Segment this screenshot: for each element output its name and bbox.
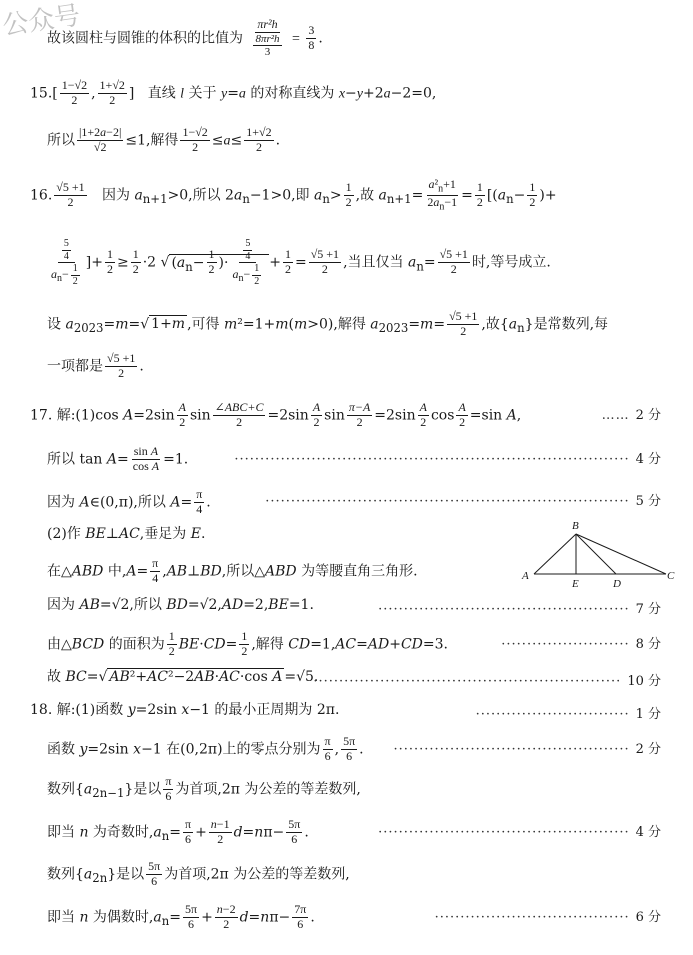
q18-score-2: ·············································· 2 分 <box>393 742 661 757</box>
label-a: A <box>522 570 529 582</box>
segment-bd <box>576 534 616 574</box>
line-volume-ratio: 故该圆柱与圆锥的体积的比值为 $\frac{\text{πr²h}}{\frac{\text{8πr²h}}{3}}$ = $\frac{3}{8}$ . <box>47 17 323 59</box>
q18-score-4: ················································· 4 分 <box>378 825 661 840</box>
q17-line-8: 故 BC=√ AB²+AC²−2AB·AC·cos A =√5. <box>47 669 319 685</box>
q17-line-6: 因为 AB=√2,所以 BD=√2,AD=2,BE=1. <box>47 597 314 613</box>
q18-line-3: 数列$\{a_{2n-1}\}$是以 $\frac{\pi}{6}$ 为首项,2π 为公差的等差数列, <box>47 774 361 803</box>
triangle-figure <box>516 514 676 590</box>
q18-line-6: 即当 n 为偶数时$,a_n=$ $\frac{5\pi}{6}$ + $\frac{n-2}{2}$ d=nπ− $\frac{7\pi}{6}$ . <box>47 902 315 931</box>
segment-bc <box>576 534 666 574</box>
q18-score-6: ······································ 6 分 <box>434 910 661 925</box>
q15-number: 15. <box>30 85 53 102</box>
label-c: C <box>667 570 675 582</box>
q17-line-3: 因为 A∈(0,π),所以 A= $\frac{\pi}{4}$ . <box>47 487 211 516</box>
q17-score-7: ························· 8 分 <box>501 637 661 652</box>
label-e: E <box>572 578 579 590</box>
q17-score-2: ············································································· 4 分 <box>234 452 661 467</box>
q17-line-7: 由△BCD 的面积为 $\frac{1}{2}$ BE·CD= $\frac{1}{2}$ ,解得 CD=1,AC=AD+CD=3. <box>47 629 448 658</box>
segment-ab <box>534 534 576 574</box>
q16-line-4: 一项都是 $\frac{√5 +1}{2}$ . <box>47 351 144 380</box>
q17-line-2: 所以 tan A= $\frac{\text{sin A}}{\text{cos A}}$ =1. <box>47 444 189 473</box>
q18-line-4: 即当 n 为奇数时$,a_n=$ $\frac{\pi}{6}$ + $\frac{n-1}{2}$ d=nπ− $\frac{5\pi}{6}$ . <box>47 817 309 846</box>
q18-line-1: 18. 解:(1)函数 y=2sin x−1 的最小正周期为 2π. <box>30 702 340 718</box>
q15-line-1: 15.[ $\frac{1-√2}{2}$ , $\frac{1+√2}{2}$ ] 直线 l 关于 y=a 的对称直线为 x−y+2a−2=0, <box>30 78 437 107</box>
q16-line-2: $\frac{5}{4}$ $a_n-$ $\frac{1}{2}$ ]+ $\frac{1}{2}$ ≥ $\frac{1}{2}$ ·2 √ ($a_n-$ $\frac{1}{2}$ )· $\frac{5}{4}$ $a_n-$ $\frac{1}{2}$ + $\frac{1}{2}$ = $\frac{√5 +1}{2}$ ,当且仅当 $a_n=$ $\frac{√5 +1}{2}$ 时,等号成立. <box>51 238 551 287</box>
q17-score-6: ················································· 7 分 <box>378 602 661 617</box>
label-b: B <box>572 520 579 532</box>
q18-line-2: 函数 y=2sin x−1 在(0,2π)上的零点分别为 $\frac{\pi}{6}$ , $\frac{5\pi}{6}$ . <box>47 734 364 763</box>
label-d: D <box>613 578 621 590</box>
q17-line-4: (2)作 BE⊥AC,垂足为 E. <box>47 526 206 542</box>
q18-line-5: 数列$\{a_{2n}\}$是以 $\frac{5\pi}{6}$ 为首项,2π 为公差的等差数列, <box>47 859 350 888</box>
q17-score-1: …… 2 分 <box>601 408 661 423</box>
q16-line-3: 设 $a_{2023}=m=√$ 1+m ,可得 m²=1+m(m>0),解得 $a_{2023}=m=$ $\frac{√5 +1}{2}$ ,故$\{a_n\}$是常数列,每 <box>47 309 609 338</box>
q15-line-2: 所以 $\frac{|1+2a-2|}{√2}$ ≤1,解得 $\frac{1-√2}{2}$ ≤a≤ $\frac{1+√2}{2}$ . <box>47 125 281 154</box>
q17-line-5: 在△ABD 中,A= $\frac{\pi}{4}$ ,AB⊥BD,所以△ABD 为等腰直角三角形. <box>47 556 418 585</box>
q17-line-1: 17. 解:(1)cos A=2sin $\frac{A}{2}$ sin $\frac{\text{∠ABC+C}}{2}$ =2sin $\frac{A}{2}$ sin $\frac{\pi-A}{2}$ =2sin $\frac{A}{2}$ cos $\frac{A}{2}$ =sin A, <box>30 400 522 429</box>
q17-score-3: ······································································· 5 分 <box>265 494 661 509</box>
q17-score-8: ···························································· 10 分 <box>313 674 661 689</box>
watermark: 公众号 <box>0 0 83 42</box>
q16-line-1: 16. $\frac{√5 +1}{2}$ 因为 $a_{n+1}>0$,所以 $2a_n-1>0$,即 $a_n>$ $\frac{1}{2}$ ,故 $a_{n+1}=$ $\frac{a^2_n+1}{2a_n-1}$ = $\frac{1}{2}$ [($a_n-$ $\frac{1}{2}$ )+ <box>30 177 557 213</box>
q18-score-1: ······························ 1 分 <box>475 707 661 722</box>
